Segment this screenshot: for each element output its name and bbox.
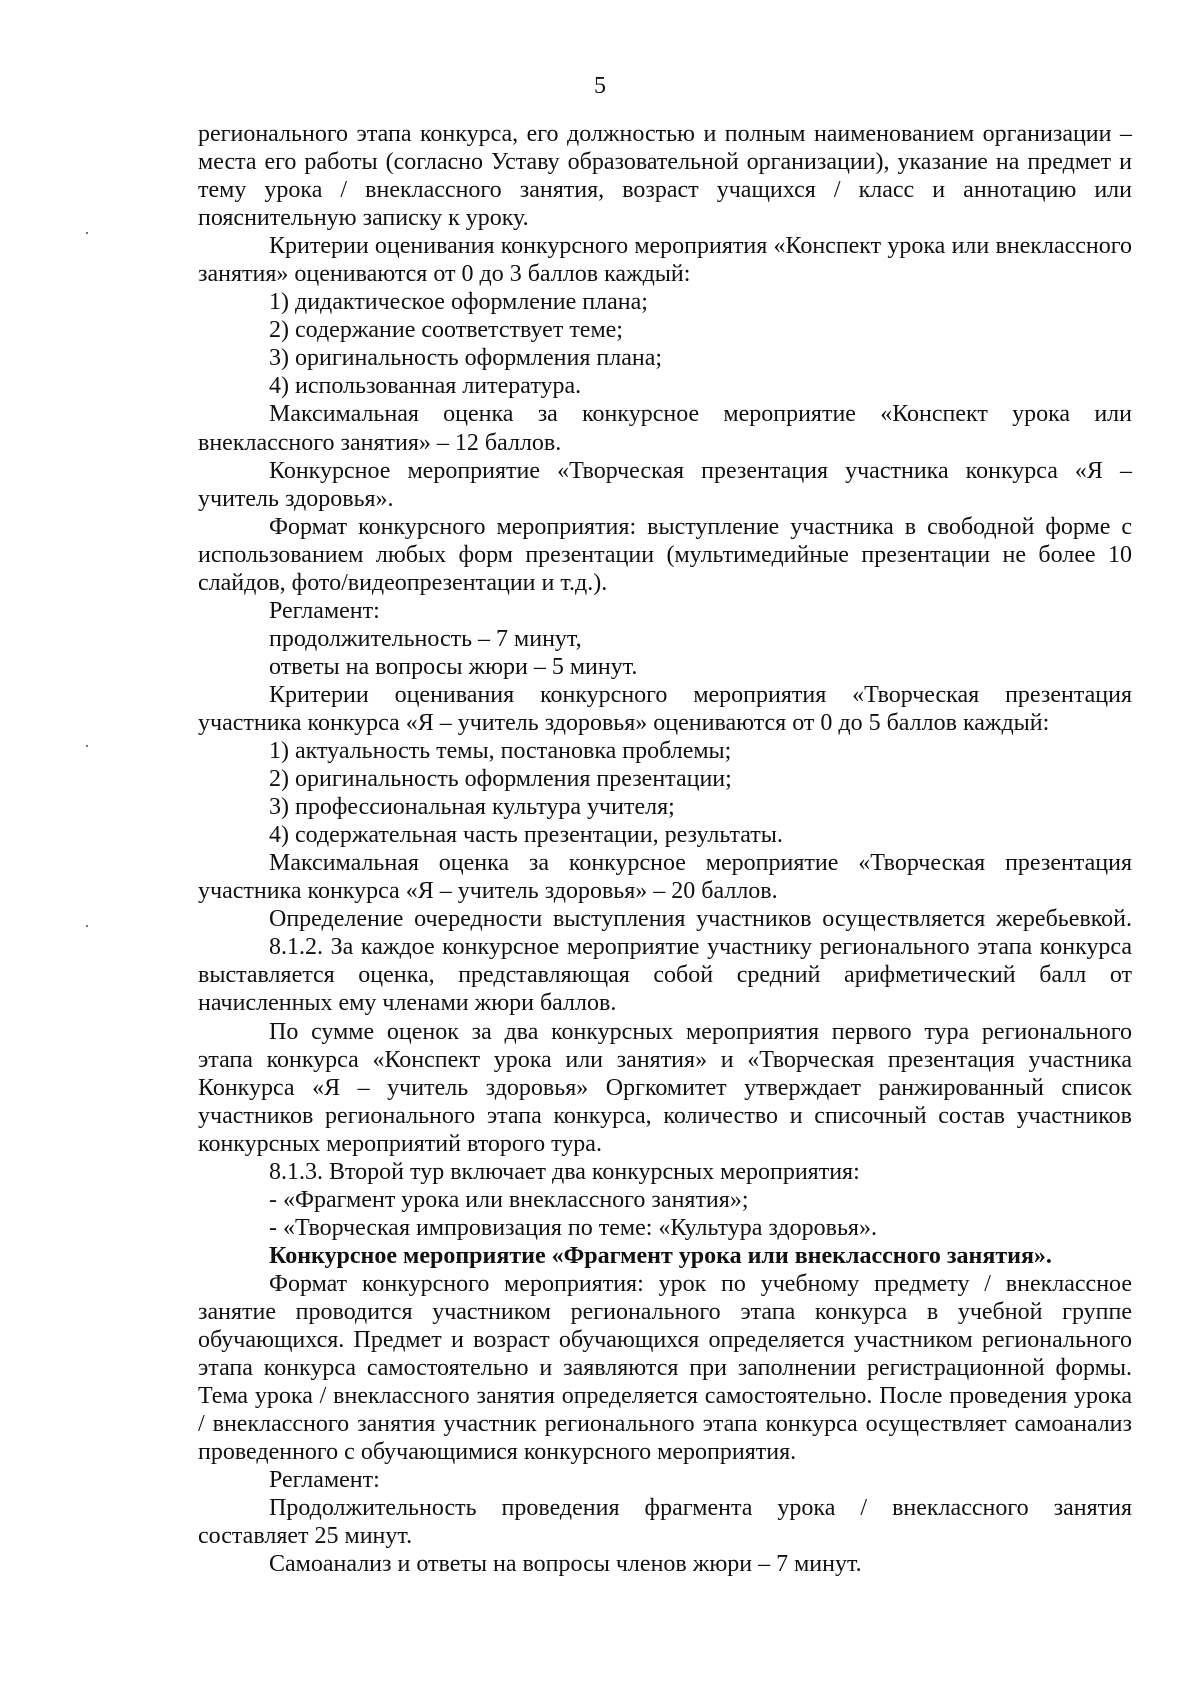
paragraph: Продолжительность проведения фрагмента урока / внеклассного занятия составляет 25 минут. [198,1495,1132,1550]
margin-mark [86,232,88,234]
paragraph: Критерии оценивания конкурсного мероприятия «Творческая презентация участника конкурса «Я – учитель здоровья» оцениваются от 0 до 5 баллов каждый: [198,681,1132,736]
list-item: 4) использованная литература. [269,373,582,400]
list-item: 2) содержание соответствует теме; [269,317,623,344]
paragraph: регионального этапа конкурса, его должностью и полным наименованием организации – места его работы (согласно Уставу образовательной организации), указание на предмет и тему урока / внеклассного занятия, возраст учащихся / класс и аннотацию или пояснительную записку к уроку. [198,121,1132,232]
margin-mark [86,925,88,927]
paragraph: Самоанализ и ответы на вопросы членов жюри – 7 минут. [269,1551,862,1578]
paragraph: Регламент: [269,597,380,624]
list-item: 1) дидактическое оформление плана; [269,289,648,316]
paragraph: Критерии оценивания конкурсного мероприятия «Конспект урока или внеклассного занятия» оцениваются от 0 до 3 баллов каждый: [198,233,1132,288]
paragraph: 8.1.2. За каждое конкурсное мероприятие участнику регионального этапа конкурса выставляется оценка, представляющая собой средний арифметический балл от начисленных ему членами жюри баллов. [198,934,1132,1017]
section-heading: Конкурсное мероприятие «Фрагмент урока или внеклассного занятия». [269,1242,1052,1269]
list-item: ответы на вопросы жюри – 5 минут. [269,653,638,680]
paragraph: Формат конкурсного мероприятия: выступление участника в свободной форме с использованием любых форм презентации (мультимедийные презентации не более 10 слайдов, фото/видеопрезентации и т.д.). [198,513,1132,596]
list-item: 2) оригинальность оформления презентации; [269,766,732,793]
document-body [198,120,1132,1578]
list-item: - «Творческая импровизация по теме: «Культура здоровья». [269,1214,877,1241]
list-item: 1) актуальность темы, постановка проблемы; [269,738,732,765]
paragraph: Максимальная оценка за конкурсное мероприятие «Творческая презентация участника конкурса «Я – учитель здоровья» – 20 баллов. [198,850,1132,905]
paragraph: Регламент: [269,1467,380,1494]
paragraph: По сумме оценок за два конкурсных мероприятия первого тура регионального этапа конкурса «Конспект урока или занятия» и «Творческая презентация участника Конкурса «Я – учитель здоровья» Оргкомитет утверждает ранжированный список участников регионального этапа конкурса, количество и списочный состав участников конкурсных мероприятий второго тура. [198,1018,1132,1157]
paragraph: 8.1.3. Второй тур включает два конкурсных мероприятия: [269,1158,860,1185]
page-number: 5 [594,73,606,99]
list-item: 4) содержательная часть презентации, результаты. [269,822,783,849]
list-item: 3) профессиональная культура учителя; [269,794,675,821]
paragraph: Максимальная оценка за конкурсное мероприятие «Конспект урока или внеклассного занятия» – 12 баллов. [198,401,1132,456]
list-item: 3) оригинальность оформления плана; [269,345,663,372]
list-item: продолжительность – 7 минут, [269,625,582,652]
list-item: - «Фрагмент урока или внеклассного занятия»; [269,1186,749,1213]
paragraph: Формат конкурсного мероприятия: урок по учебному предмету / внеклассное занятие проводится участником регионального этапа конкурса в учебной группе обучающихся. Предмет и возраст обучающихся определяется участником регионального этапа конкурса самостоятельно и заявляются при заполнении регистрационной формы. Тема урока / внеклассного занятия определяется самостоятельно. После проведения урока / внеклассного занятия участник регионального этапа конкурса осуществляет самоанализ проведенного с обучающимися конкурсного мероприятия. [198,1270,1132,1466]
paragraph: Определение очередности выступления участников осуществляется жеребьевкой. [269,906,1132,933]
paragraph: Конкурсное мероприятие «Творческая презентация участника конкурса «Я – учитель здоровья». [198,457,1132,512]
margin-mark [86,745,88,747]
